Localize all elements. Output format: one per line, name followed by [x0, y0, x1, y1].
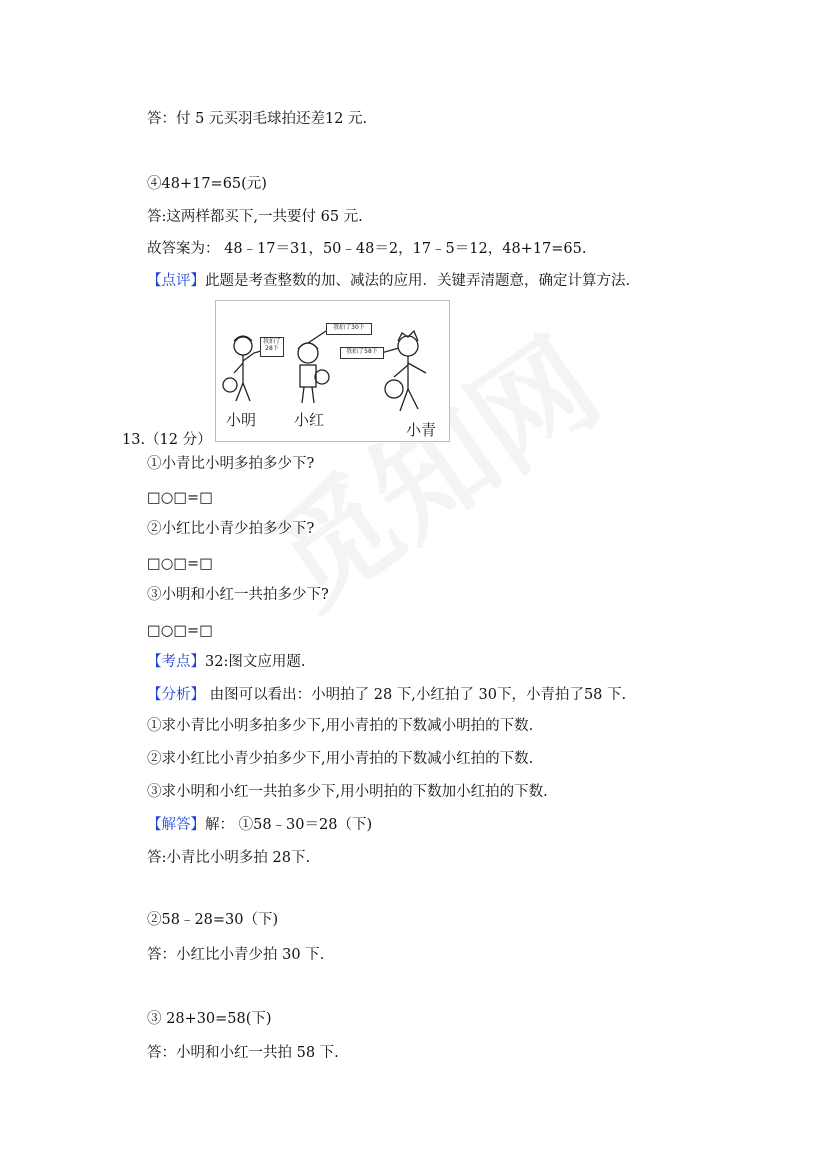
label-xiaoming: 小明 — [226, 411, 257, 429]
question-score: （12 分） — [145, 432, 212, 448]
bubble-xiaoqing: 我拍了58下 — [340, 347, 384, 359]
answer-3: 答：小明和小红一共拍 58 下. — [147, 1045, 339, 1061]
kaodian-text: 32:图文应用题. — [205, 654, 306, 670]
calc-2: ②58﹣28=30（下) — [147, 912, 279, 928]
item-4-calc: ④48+17=65(元) — [147, 176, 267, 192]
comment-line — [147, 272, 630, 290]
fenxi-text: 由图可以看出：小明拍了 28 下,小红拍了 30下，小青拍了58 下. — [205, 687, 627, 703]
label-xiaohong: 小红 — [294, 411, 325, 429]
comment-text: 此题是考查整数的加、减法的应用．关键弄清题意，确定计算方法. — [205, 273, 631, 289]
sub-question-2: ②小红比小青少拍多少下? — [147, 521, 315, 537]
blank-2: □○□=□ — [147, 556, 213, 572]
analysis-1: ①求小青比小明多拍多少下,用小青拍的下数减小明拍的下数. — [147, 718, 534, 734]
calc-3: ③ 28+30=58(下) — [147, 1011, 272, 1027]
jieda-line — [147, 816, 372, 834]
bubble-xiaoming: 我拍了28下 — [260, 337, 284, 357]
analysis-2: ②求小红比小青少拍多少下,用小青拍的下数减小红拍的下数. — [147, 751, 534, 767]
sub-question-1: ①小青比小明多拍多少下? — [147, 456, 315, 472]
question-13-header — [122, 428, 212, 449]
illustration-figure — [215, 300, 450, 442]
blank-1: □○□=□ — [147, 490, 213, 506]
analysis-3: ③求小明和小红一共拍多少下,用小明拍的下数加小红拍的下数. — [147, 784, 548, 800]
answer-prev-3: 答：付 5 元买羽毛球拍还差12 元. — [147, 111, 368, 127]
final-answer: 故答案为： 48﹣17＝31，50﹣48＝2，17﹣5＝12，48+17=65. — [147, 241, 587, 257]
bubble-xiaohong: 我拍了30下 — [326, 323, 372, 335]
kaodian-tag: 【考点】 — [147, 654, 205, 670]
fenxi-tag: 【分析】 — [147, 687, 205, 703]
kaodian-line — [147, 653, 305, 671]
fenxi-line — [147, 686, 626, 704]
question-number: 13. — [122, 432, 146, 448]
item-4-answer: 答:这两样都买下,一共要付 65 元. — [147, 209, 363, 225]
blank-3: □○□=□ — [147, 623, 213, 639]
jieda-tag: 【解答】 — [147, 817, 205, 833]
sub-question-3: ③小明和小红一共拍多少下? — [147, 587, 329, 603]
comment-tag: 【点评】 — [147, 273, 205, 289]
jieda-text: 解： ①58﹣30＝28（下) — [205, 817, 373, 833]
answer-1: 答:小青比小明多拍 28下. — [147, 850, 311, 866]
label-xiaoqing: 小青 — [406, 421, 437, 439]
answer-2: 答：小红比小青少拍 30 下. — [147, 947, 325, 963]
